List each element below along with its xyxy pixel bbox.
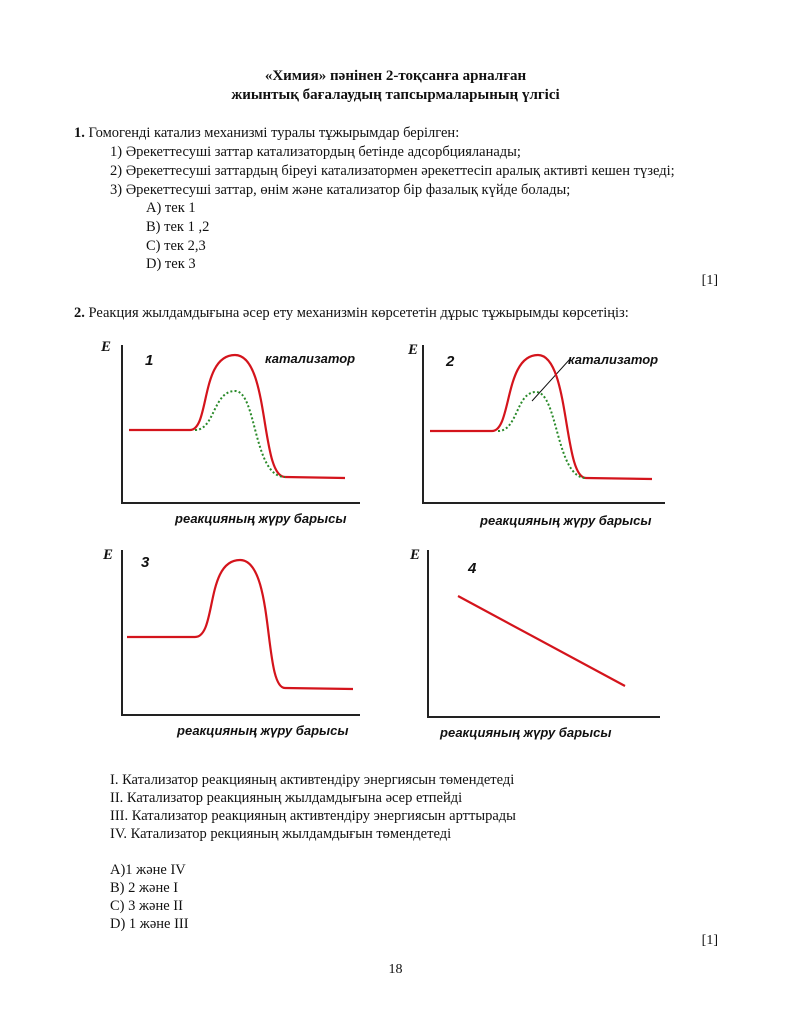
graph-number: 4 — [468, 560, 477, 577]
q1-prompt — [74, 125, 459, 142]
graph-y-label: E — [101, 339, 112, 355]
q1-option-a: A) тек 1 — [146, 200, 196, 216]
page-number: 18 — [388, 962, 403, 977]
graph-y-label: E — [410, 547, 421, 563]
reaction-curve — [195, 560, 353, 689]
q2-option-a: A)1 және IV — [110, 862, 186, 878]
graph-axes — [122, 550, 360, 715]
q1-statement-2: 2) Әрекеттесуші заттардың біреуі катализатормен әрекеттесіп аралық активті кешен түзеді; — [110, 163, 675, 179]
graph-y-label: E — [103, 547, 114, 563]
graph-axes — [122, 345, 360, 503]
q1-option-c: C) тек 2,3 — [146, 238, 206, 254]
uncatalyzed-curve — [190, 355, 345, 478]
q2-prompt — [74, 305, 629, 322]
q1-statement-3: 3) Әрекеттесуші заттар, өнім және катализатор бір фазалық күйде болады; — [110, 182, 571, 198]
graph-number: 1 — [145, 352, 154, 369]
graph-x-label: реакцияның жүру барысы — [177, 723, 349, 738]
graph-x-label: реакцияның жүру барысы — [480, 513, 652, 528]
linear-energy-line — [458, 596, 625, 686]
q1-mark: [1] — [701, 273, 718, 288]
graph-axes — [428, 550, 660, 717]
catalyst-label: катализатор — [265, 351, 356, 366]
q2-statement-4: IV. Катализатор рекцияның жылдамдығын төмендетеді — [110, 826, 452, 842]
q1-statement-1: 1) Әрекеттесуші заттар катализатордың бетінде адсорбцияланады; — [110, 144, 521, 160]
q2-option-b: B) 2 және I — [110, 880, 179, 896]
graph-y-label: E — [408, 342, 419, 358]
q2-option-c: C) 3 және II — [110, 898, 183, 914]
doc-title-line2: жиынтық бағалаудың тапсырмаларының үлгісі — [231, 87, 560, 103]
q2-number: 2. — [74, 305, 85, 321]
q2-statement-1: I. Катализатор реакцияның активтендіру энергиясын төмендетеді — [110, 772, 515, 788]
q2-statement-3: III. Катализатор реакцияның активтендіру энергиясын арттырады — [110, 808, 516, 824]
graph-x-label: реакцияның жүру барысы — [175, 511, 347, 526]
energy-graph-2 — [400, 335, 690, 535]
graph-number: 2 — [446, 353, 455, 370]
q1-number: 1. — [74, 125, 85, 141]
doc-title-line1: «Химия» пәнінен 2-тоқсанға арналған — [264, 68, 527, 84]
energy-graph-4 — [400, 545, 690, 745]
graph-number: 3 — [141, 554, 150, 571]
q2-option-d: D) 1 және III — [110, 916, 189, 932]
graph-x-label: реакцияның жүру барысы — [440, 725, 612, 740]
q1-text: Гомогенді катализ механизмі туралы тұжырымдар берілген: — [88, 125, 460, 141]
q2-statement-2: II. Катализатор реакцияның жылдамдығына әсер етпейді — [110, 790, 463, 806]
energy-graph-3 — [95, 545, 375, 745]
q1-option-b: B) тек 1 ,2 — [146, 219, 210, 235]
catalyzed-curve — [195, 391, 285, 477]
uncatalyzed-curve — [492, 355, 652, 479]
catalyst-label: катализатор — [568, 352, 659, 367]
q1-option-d: D) тек 3 — [146, 256, 196, 272]
catalyzed-curve — [498, 392, 586, 478]
q2-text: Реакция жылдамдығына әсер ету механизмін көрсететін дұрыс тұжырымды көрсетіңіз: — [88, 305, 629, 321]
energy-graph-1 — [95, 335, 375, 535]
q2-mark: [1] — [701, 933, 718, 948]
